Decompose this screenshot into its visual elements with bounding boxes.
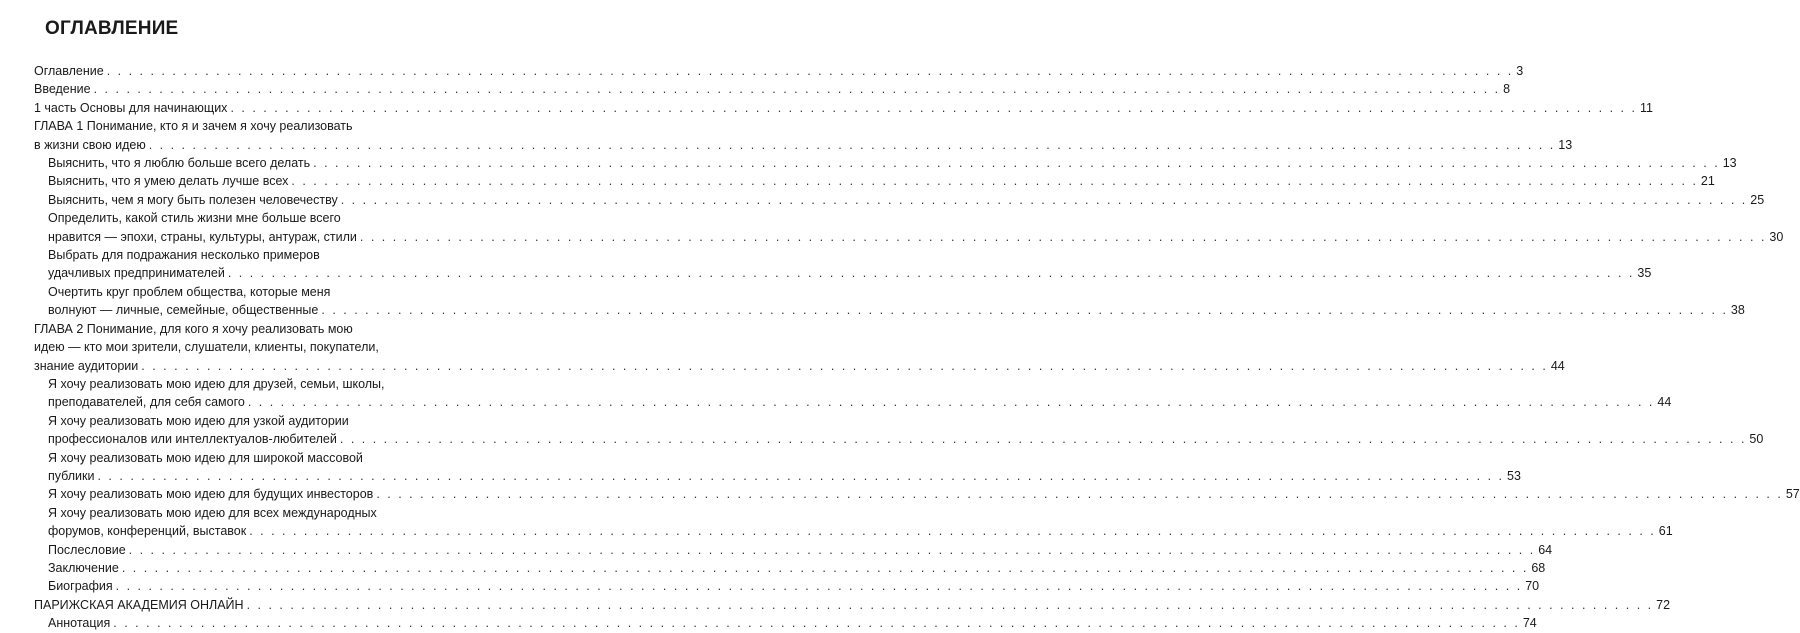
toc-entry-row [48, 264, 1652, 282]
dot-leader [230, 99, 1637, 117]
toc-entry-line: в жизни свою идею [34, 137, 146, 152]
toc-entry-line: преподавателей, для себя самого [48, 395, 245, 410]
toc-entry[interactable] [34, 172, 1715, 190]
dot-leader [376, 485, 1783, 503]
toc-entry-line: Я хочу реализовать мою идею для всех международных [48, 505, 377, 520]
toc-entry-row [34, 596, 1671, 614]
toc-entry[interactable] [34, 209, 1784, 246]
toc-entry[interactable] [34, 283, 1745, 320]
dot-leader [291, 172, 1698, 190]
toc-entry-line: форумов, конференций, выставок [48, 524, 247, 539]
toc-page-number: 3 [1516, 64, 1524, 78]
toc-entry-line: идею — кто мои зрители, слушатели, клиенты, покупатели, [34, 340, 379, 355]
dot-leader [122, 559, 1529, 577]
toc-entry[interactable] [34, 577, 1540, 595]
dot-leader [107, 62, 1514, 80]
dot-leader [141, 357, 1548, 375]
toc-entry-line: ПАРИЖСКАЯ АКАДЕМИЯ ОНЛАЙН [34, 597, 244, 612]
toc-entry[interactable] [34, 485, 1800, 503]
toc-page-number: 57 [1785, 487, 1800, 502]
dot-leader [341, 191, 1748, 209]
toc-entry-row [48, 485, 1800, 503]
toc-entry[interactable] [34, 375, 1672, 412]
toc-page-number: 38 [1730, 303, 1745, 318]
toc-entry-row [34, 99, 1653, 117]
toc-page-number: 35 [1637, 266, 1652, 281]
toc-entry-line: Оглавление [34, 64, 104, 78]
dot-leader [248, 393, 1655, 411]
toc-page-number: 13 [1558, 137, 1573, 152]
toc-entry-line: Введение [34, 82, 91, 97]
toc-entry-row [34, 62, 1524, 80]
dot-leader [94, 80, 1501, 98]
toc-entry-row [48, 522, 1673, 540]
toc-page-number: 21 [1700, 174, 1715, 189]
dot-leader [228, 264, 1635, 282]
toc-entry-row [34, 136, 1573, 154]
table-of-contents [34, 62, 1800, 633]
toc-entry-line: Выяснить, что я умею делать лучше всех [48, 174, 289, 189]
toc-entry-line: Выяснить, что я люблю больше всего делать [48, 156, 311, 171]
toc-entry[interactable] [34, 62, 1524, 80]
toc-entry[interactable] [34, 320, 1565, 375]
toc-entry[interactable] [34, 614, 1537, 632]
dot-leader [247, 596, 1654, 614]
dot-leader [97, 467, 1504, 485]
toc-page-number: 72 [1656, 597, 1671, 612]
toc-entry-line: Выяснить, чем я могу быть полезен человечеству [48, 192, 338, 207]
toc-entry[interactable] [34, 80, 1511, 98]
toc-entry-row [48, 541, 1553, 559]
toc-entry-line: Послесловие [48, 542, 126, 557]
toc-entry-row [48, 172, 1715, 190]
toc-entry-line: Определить, какой стиль жизни мне больше всего [48, 211, 341, 226]
dot-leader [340, 430, 1747, 448]
toc-entry-row [48, 301, 1745, 319]
toc-entry-row [48, 430, 1764, 448]
toc-entry[interactable] [34, 504, 1673, 541]
toc-page-number: 13 [1722, 156, 1737, 171]
toc-entry[interactable] [34, 412, 1764, 449]
toc-entry-line: публики [48, 468, 95, 483]
toc-entry[interactable] [34, 117, 1573, 154]
toc-entry-row [34, 357, 1565, 375]
toc-entry[interactable] [34, 541, 1553, 559]
dot-leader [149, 136, 1556, 154]
toc-page-number: 44 [1550, 358, 1565, 373]
toc-entry[interactable] [34, 154, 1737, 172]
dot-leader [116, 577, 1523, 595]
toc-entry-line: Выбрать для подражания несколько примеров [48, 248, 320, 263]
toc-entry-line: Я хочу реализовать мою идею для широкой массовой [48, 450, 363, 465]
toc-page-number: 50 [1749, 432, 1764, 447]
toc-entry-line: профессионалов или интеллектуалов-любителей [48, 432, 337, 447]
toc-entry-line: Аннотация [48, 616, 111, 631]
toc-entry-line: Очертить круг проблем общества, которые меня [48, 284, 331, 299]
toc-entry-row [48, 614, 1537, 632]
toc-entry-line: Биография [48, 579, 113, 594]
toc-entry-line: ГЛАВА 1 Понимание, кто я и зачем я хочу реализовать [34, 119, 353, 134]
toc-page-number: 70 [1525, 579, 1540, 594]
toc-entry-row [48, 228, 1784, 246]
toc-entry[interactable] [34, 596, 1671, 614]
toc-entry[interactable] [34, 191, 1765, 209]
toc-entry-line: знание аудитории [34, 358, 139, 373]
toc-entry-line: 1 часть Основы для начинающих [34, 100, 228, 115]
toc-entry-row [48, 559, 1546, 577]
toc-entry[interactable] [34, 449, 1521, 486]
toc-entry-row [48, 191, 1765, 209]
toc-page-number: 74 [1522, 616, 1537, 631]
toc-entry-line: волнуют — личные, семейные, общественные [48, 303, 319, 318]
toc-page-number: 11 [1639, 100, 1653, 115]
toc-page-number: 8 [1503, 82, 1511, 97]
dot-leader [321, 301, 1728, 319]
dot-leader [360, 228, 1767, 246]
toc-entry-line: нравится — эпохи, страны, культуры, антураж, стили [48, 229, 357, 244]
toc-entry-line: ГЛАВА 2 Понимание, для кого я хочу реализовать мою [34, 321, 353, 336]
toc-entry-row [48, 467, 1521, 485]
toc-entry[interactable] [34, 559, 1546, 577]
page-title: ОГЛАВЛЕНИЕ [45, 18, 179, 39]
toc-entry-line: Я хочу реализовать мою идею для друзей, семьи, школы, [48, 376, 385, 391]
toc-page-number: 25 [1750, 192, 1765, 207]
toc-entry-row [48, 577, 1540, 595]
toc-entry[interactable] [34, 246, 1652, 283]
toc-entry-row [48, 154, 1737, 172]
toc-entry-line: Заключение [48, 560, 119, 575]
dot-leader [313, 154, 1720, 172]
toc-entry-line: Я хочу реализовать мою идею для узкой аудитории [48, 413, 349, 428]
toc-page-number: 30 [1769, 229, 1784, 244]
toc-entry-row [34, 80, 1511, 98]
toc-entry-line: удачливых предпринимателей [48, 266, 225, 281]
toc-page-number: 61 [1658, 524, 1673, 539]
toc-page-number: 68 [1531, 560, 1546, 575]
toc-entry-row [48, 393, 1672, 411]
dot-leader [249, 522, 1656, 540]
toc-entry-line: Я хочу реализовать мою идею для будущих инвесторов [48, 487, 374, 502]
toc-page-number: 53 [1507, 468, 1521, 483]
toc-page-number: 44 [1657, 395, 1672, 410]
dot-leader [113, 614, 1520, 632]
toc-entry[interactable] [34, 99, 1653, 117]
dot-leader [129, 541, 1536, 559]
toc-page-number: 64 [1538, 542, 1553, 557]
